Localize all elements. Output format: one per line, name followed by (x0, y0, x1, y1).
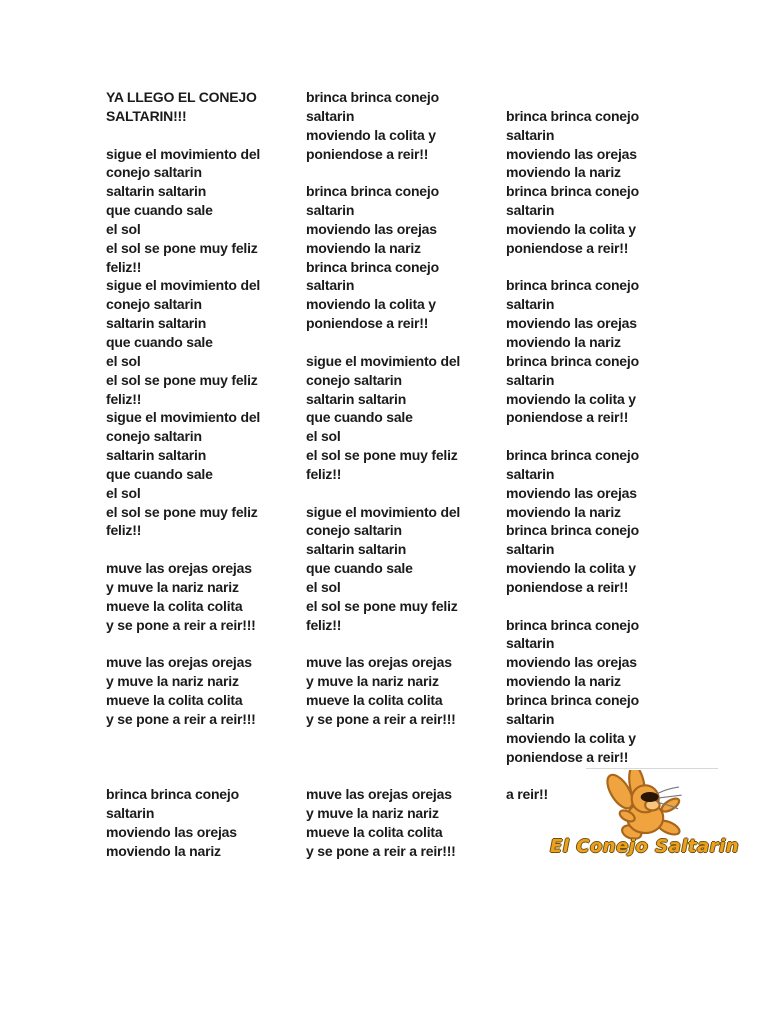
blank-line (306, 163, 506, 182)
lyric-line: poniendose a reir!! (506, 239, 629, 256)
lyric-line: moviendo las orejas (506, 484, 637, 501)
blank-line (306, 634, 506, 653)
lyrics-column-3 (506, 88, 706, 804)
lyric-line: y muve la nariz nariz (106, 578, 239, 595)
lyric-line: conejo saltarin (306, 371, 402, 388)
lyric-line: conejo saltarin (306, 522, 402, 539)
lyric-line: brinca brinca conejo (506, 616, 639, 633)
blank-line (506, 258, 706, 277)
lyric-line: feliz!! (106, 390, 142, 407)
lyric-line: sigue el movimiento del (306, 352, 461, 369)
lyric-line: saltarin (506, 202, 555, 219)
blank-line (306, 766, 506, 785)
lyric-line: conejo saltarin (106, 164, 202, 181)
lyric-line: saltarin (106, 805, 155, 822)
lyric-line: y muve la nariz nariz (306, 805, 439, 822)
lyric-line: brinca brinca conejo (506, 107, 639, 124)
lyric-line: moviendo la colita y (506, 220, 636, 237)
lyric-line: poniendose a reir!! (306, 145, 429, 162)
lyric-line: feliz!! (106, 258, 142, 275)
lyric-line: moviendo las orejas (306, 220, 437, 237)
lyric-line: SALTARIN!!! (106, 107, 187, 124)
lyric-line: moviendo la colita y (506, 560, 636, 577)
lyric-line: moviendo la nariz (506, 503, 621, 520)
lyric-line: saltarin saltarin (306, 390, 407, 407)
lyric-line: moviendo la colita y (506, 390, 636, 407)
lyric-line: el sol (306, 578, 341, 595)
lyric-line: que cuando sale (106, 202, 213, 219)
lyric-line: que cuando sale (306, 409, 413, 426)
lyric-line: mueve la colita colita (106, 597, 243, 614)
rabbit-clipart (550, 766, 740, 866)
lyric-line: saltarin (306, 202, 355, 219)
lyric-line: brinca brinca conejo (506, 277, 639, 294)
lyric-line: saltarin (506, 296, 555, 313)
lyric-line: mueve la colita colita (106, 692, 243, 708)
lyric-line: mueve la colita colita (306, 692, 443, 708)
jumping-rabbit-icon (588, 770, 706, 842)
lyric-line: brinca brinca conejo (506, 692, 639, 708)
lyric-line: moviendo la colita y (506, 729, 636, 746)
lyric-line: muve las orejas orejas (306, 654, 452, 671)
lyric-line: muve las orejas orejas (106, 654, 252, 671)
lyric-line: brinca brinca conejo (506, 352, 639, 369)
lyric-line: el sol se pone muy feliz (306, 447, 458, 464)
lyric-line: poniendose a reir!! (506, 409, 629, 426)
lyric-line: y se pone a reir a reir!!! (306, 710, 456, 727)
lyric-line: moviendo la nariz (106, 842, 221, 859)
lyric-line: brinca brinca conejo (306, 89, 439, 105)
lyrics-column-1 (106, 88, 306, 861)
blank-line (506, 88, 706, 107)
lyric-line: conejo saltarin (106, 428, 202, 445)
lyric-line: brinca brinca conejo (306, 258, 439, 275)
lyric-line: brinca brinca conejo (506, 447, 639, 464)
lyric-line: sigue el movimiento del (106, 409, 261, 426)
blank-line (106, 126, 306, 145)
blank-line (106, 634, 306, 653)
lyric-line: saltarin saltarin (106, 183, 207, 200)
blank-line (106, 748, 306, 767)
lyric-line: moviendo la colita y (306, 126, 436, 143)
clipart-caption: El Conejo Saltarin (550, 836, 740, 857)
lyric-line: moviendo la nariz (506, 673, 621, 690)
lyric-line: moviendo la nariz (306, 239, 421, 256)
blank-line (106, 540, 306, 559)
blank-line (106, 729, 306, 748)
lyric-line: que cuando sale (106, 333, 213, 350)
lyric-line: saltarin (506, 465, 555, 482)
blank-line (106, 766, 306, 785)
lyric-line: muve las orejas orejas (106, 560, 252, 577)
lyric-line: el sol (106, 352, 141, 369)
lyric-line: y se pone a reir a reir!!! (306, 842, 456, 859)
lyric-line: moviendo las orejas (106, 823, 237, 840)
lyric-line: a reir!! (506, 786, 548, 803)
lyric-line: saltarin (506, 126, 555, 143)
lyric-line: saltarin (506, 371, 555, 388)
lyric-line: moviendo la nariz (506, 164, 621, 181)
lyric-line: brinca brinca conejo (506, 522, 639, 539)
lyric-line: el sol se pone muy feliz (106, 239, 258, 256)
lyric-line: y muve la nariz nariz (306, 673, 439, 690)
lyric-line: saltarin (506, 635, 555, 652)
blank-line (306, 729, 506, 748)
lyric-line: el sol se pone muy feliz (106, 371, 258, 388)
lyric-line: y muve la nariz nariz (106, 673, 239, 690)
lyric-line: saltarin saltarin (106, 315, 207, 332)
lyric-line: saltarin saltarin (306, 541, 407, 558)
lyric-line: y se pone a reir a reir!!! (106, 616, 256, 633)
blank-line (306, 748, 506, 767)
lyric-line: muve las orejas orejas (306, 786, 452, 803)
lyric-line: poniendose a reir!! (306, 315, 429, 332)
lyric-line: moviendo las orejas (506, 315, 637, 332)
lyric-line: sigue el movimiento del (306, 503, 461, 520)
lyric-line: conejo saltarin (106, 296, 202, 313)
lyric-line: saltarin (506, 541, 555, 558)
lyric-line: feliz!! (106, 522, 142, 539)
lyric-line: el sol (106, 484, 141, 501)
lyric-line: brinca brinca conejo (306, 183, 439, 200)
blank-line (506, 427, 706, 446)
lyric-line: moviendo las orejas (506, 145, 637, 162)
lyric-line: que cuando sale (306, 560, 413, 577)
lyric-line: saltarin (306, 277, 355, 294)
lyric-line: el sol se pone muy feliz (106, 503, 258, 520)
lyric-line: poniendose a reir!! (506, 748, 629, 765)
lyric-line: que cuando sale (106, 465, 213, 482)
lyric-line: mueve la colita colita (306, 823, 443, 840)
lyric-line: sigue el movimiento del (106, 145, 261, 162)
lyrics-column-2 (306, 88, 506, 861)
lyric-line: brinca brinca conejo (106, 786, 239, 803)
lyric-line: brinca brinca conejo (506, 183, 639, 200)
lyric-line: el sol (106, 220, 141, 237)
lyric-line: YA LLEGO EL CONEJO (106, 89, 257, 105)
lyric-line: y se pone a reir a reir!!! (106, 710, 256, 727)
blank-line (306, 484, 506, 503)
lyric-line: moviendo la colita y (306, 296, 436, 313)
blank-line (306, 333, 506, 352)
lyric-line: feliz!! (306, 616, 342, 633)
lyric-line: saltarin (506, 710, 555, 727)
lyric-line: moviendo la nariz (506, 333, 621, 350)
lyric-line: el sol (306, 428, 341, 445)
lyric-line: feliz!! (306, 465, 342, 482)
lyric-line: sigue el movimiento del (106, 277, 261, 294)
clipart-image-edge (586, 768, 718, 769)
lyric-line: poniendose a reir!! (506, 578, 629, 595)
lyric-line: saltarin (306, 107, 355, 124)
lyric-line: el sol se pone muy feliz (306, 597, 458, 614)
blank-line (506, 597, 706, 616)
lyric-line: moviendo las orejas (506, 654, 637, 671)
lyric-line: saltarin saltarin (106, 447, 207, 464)
